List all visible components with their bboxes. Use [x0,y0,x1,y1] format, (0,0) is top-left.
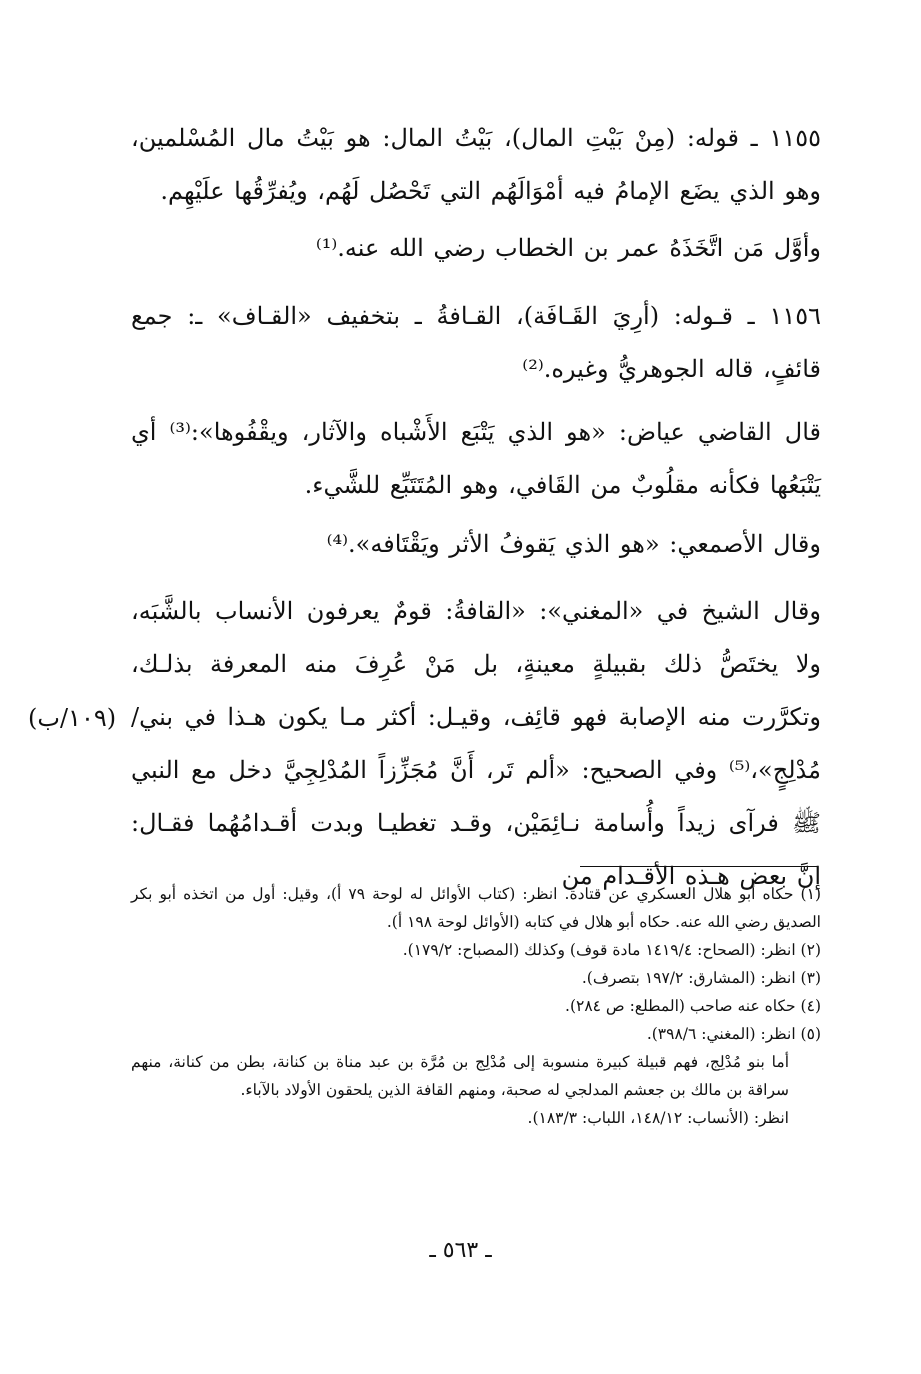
paragraph-asmai: وقال الأصمعي: «هو الذي يَقوفُ الأثر ويَقْتَافه».⁽⁴⁾ [326,530,821,558]
footnote-4: (٤) حكاه عنه صاحب (المطلع: ص ٢٨٤). [565,997,821,1015]
footnote-1: (١) حكاه أبو هلال العسكري عن قتادة. انظر: (كتاب الأوائل له لوحة ٧٩ أ)، وقيل: أول من اتخذه أبو بكر الصديق رضي الله عنه. حكاه أبو هلال في كتابه (الأوائل لوحة ١٩٨ أ). [131,885,821,931]
footnotes [131,880,821,1132]
footnote-5-reference: انظر: (الأنساب: ١٤٨/١٢، اللباب: ١٨٣/٣). [527,1109,789,1127]
paragraph-1155-definition: ١١٥٥ ـ قوله: (مِنْ بَيْتِ المال)، بَيْتُ المال: هو بَيْتُ مال المُسْلمين، وهو الذي يضَع الإمامُ فيه أمْوَالَهُم التي تَحْصُل لَهُم، ويُفرِّقُها علَيْهِم. [131,124,821,205]
paragraph-1155-first-to-adopt: وأوَّل مَن اتَّخَذَهُ عمر بن الخطاب رضي الله عنه.⁽¹⁾ [315,234,821,262]
footnote-separator [580,866,818,867]
paragraph-1156-qafah: ١١٥٦ ـ قـوله: (أرِيَ القَـافَة)، القـافةُ ـ بتخفيف «القـاف» ـ: جمع قائفٍ، قاله الجوهريُّ وغيره.⁽²⁾ [131,302,821,383]
paragraph-qadi-iyad: قال القاضي عياض: «هو الذي يَتْبَع الأَشْباه والآثار، ويقْفُوها»:⁽³⁾ أي يَتْبَعُها فكأنه مقلُوبٌ من القَافي، وهو المُتَتَبِّع للشَّيء. [131,418,821,499]
footnote-2: (٢) انظر: (الصحاح: ١٤١٩/٤ مادة قوف) وكذلك (المصباح: ١٧٩/٢). [402,941,821,959]
manuscript-folio-marker: (١٠٩/ب) [28,704,117,732]
page-number: ـ ٥٦٣ ـ [429,1238,492,1263]
footnote-5: (٥) انظر: (المغني: ٣٩٨/٦). [646,1025,821,1043]
footnote-3: (٣) انظر: (المشارق: ١٩٧/٢ بتصرف). [581,969,821,987]
paragraph-mughni-quote: وقال الشيخ في «المغني»: «القافةُ: قومٌ يعرفون الأنساب بالشَّبَه، ولا يختَصُّ ذلك بقبيلةٍ معينةٍ، بل مَنْ عُرِفَ منه المعرفة بذلـك، وتكرَّرت منه الإصابة فهو قائِف، وقيـل: أكثر مـا يكون هـذا في بني/مُدْلِجٍ»،⁽⁵⁾ وفي الصحيح: «ألم تَر، أَنَّ مُجَزِّزاً المُدْلِجِيَّ دخل مع النبي ﷺ فرآى زيداً وأُسامة نـائِمَيْن، وقـد تغطيـا وبدت أقـدامُهُما فقـال: إنَّ بعض هـذه الأقـدام من [131,597,822,890]
footnote-5-continuation: أما بنو مُدْلِج، فهم قبيلة كبيرة منسوبة إلى مُدْلِج بن مُرَّة بن عبد مناة بن كنانة، بطن من كنانة، منهم سراقة بن مالك بن جعشم المدلجي له صحبة، ومنهم القافة الذين يلحقون الأولاد بالآباء. [131,1053,789,1099]
